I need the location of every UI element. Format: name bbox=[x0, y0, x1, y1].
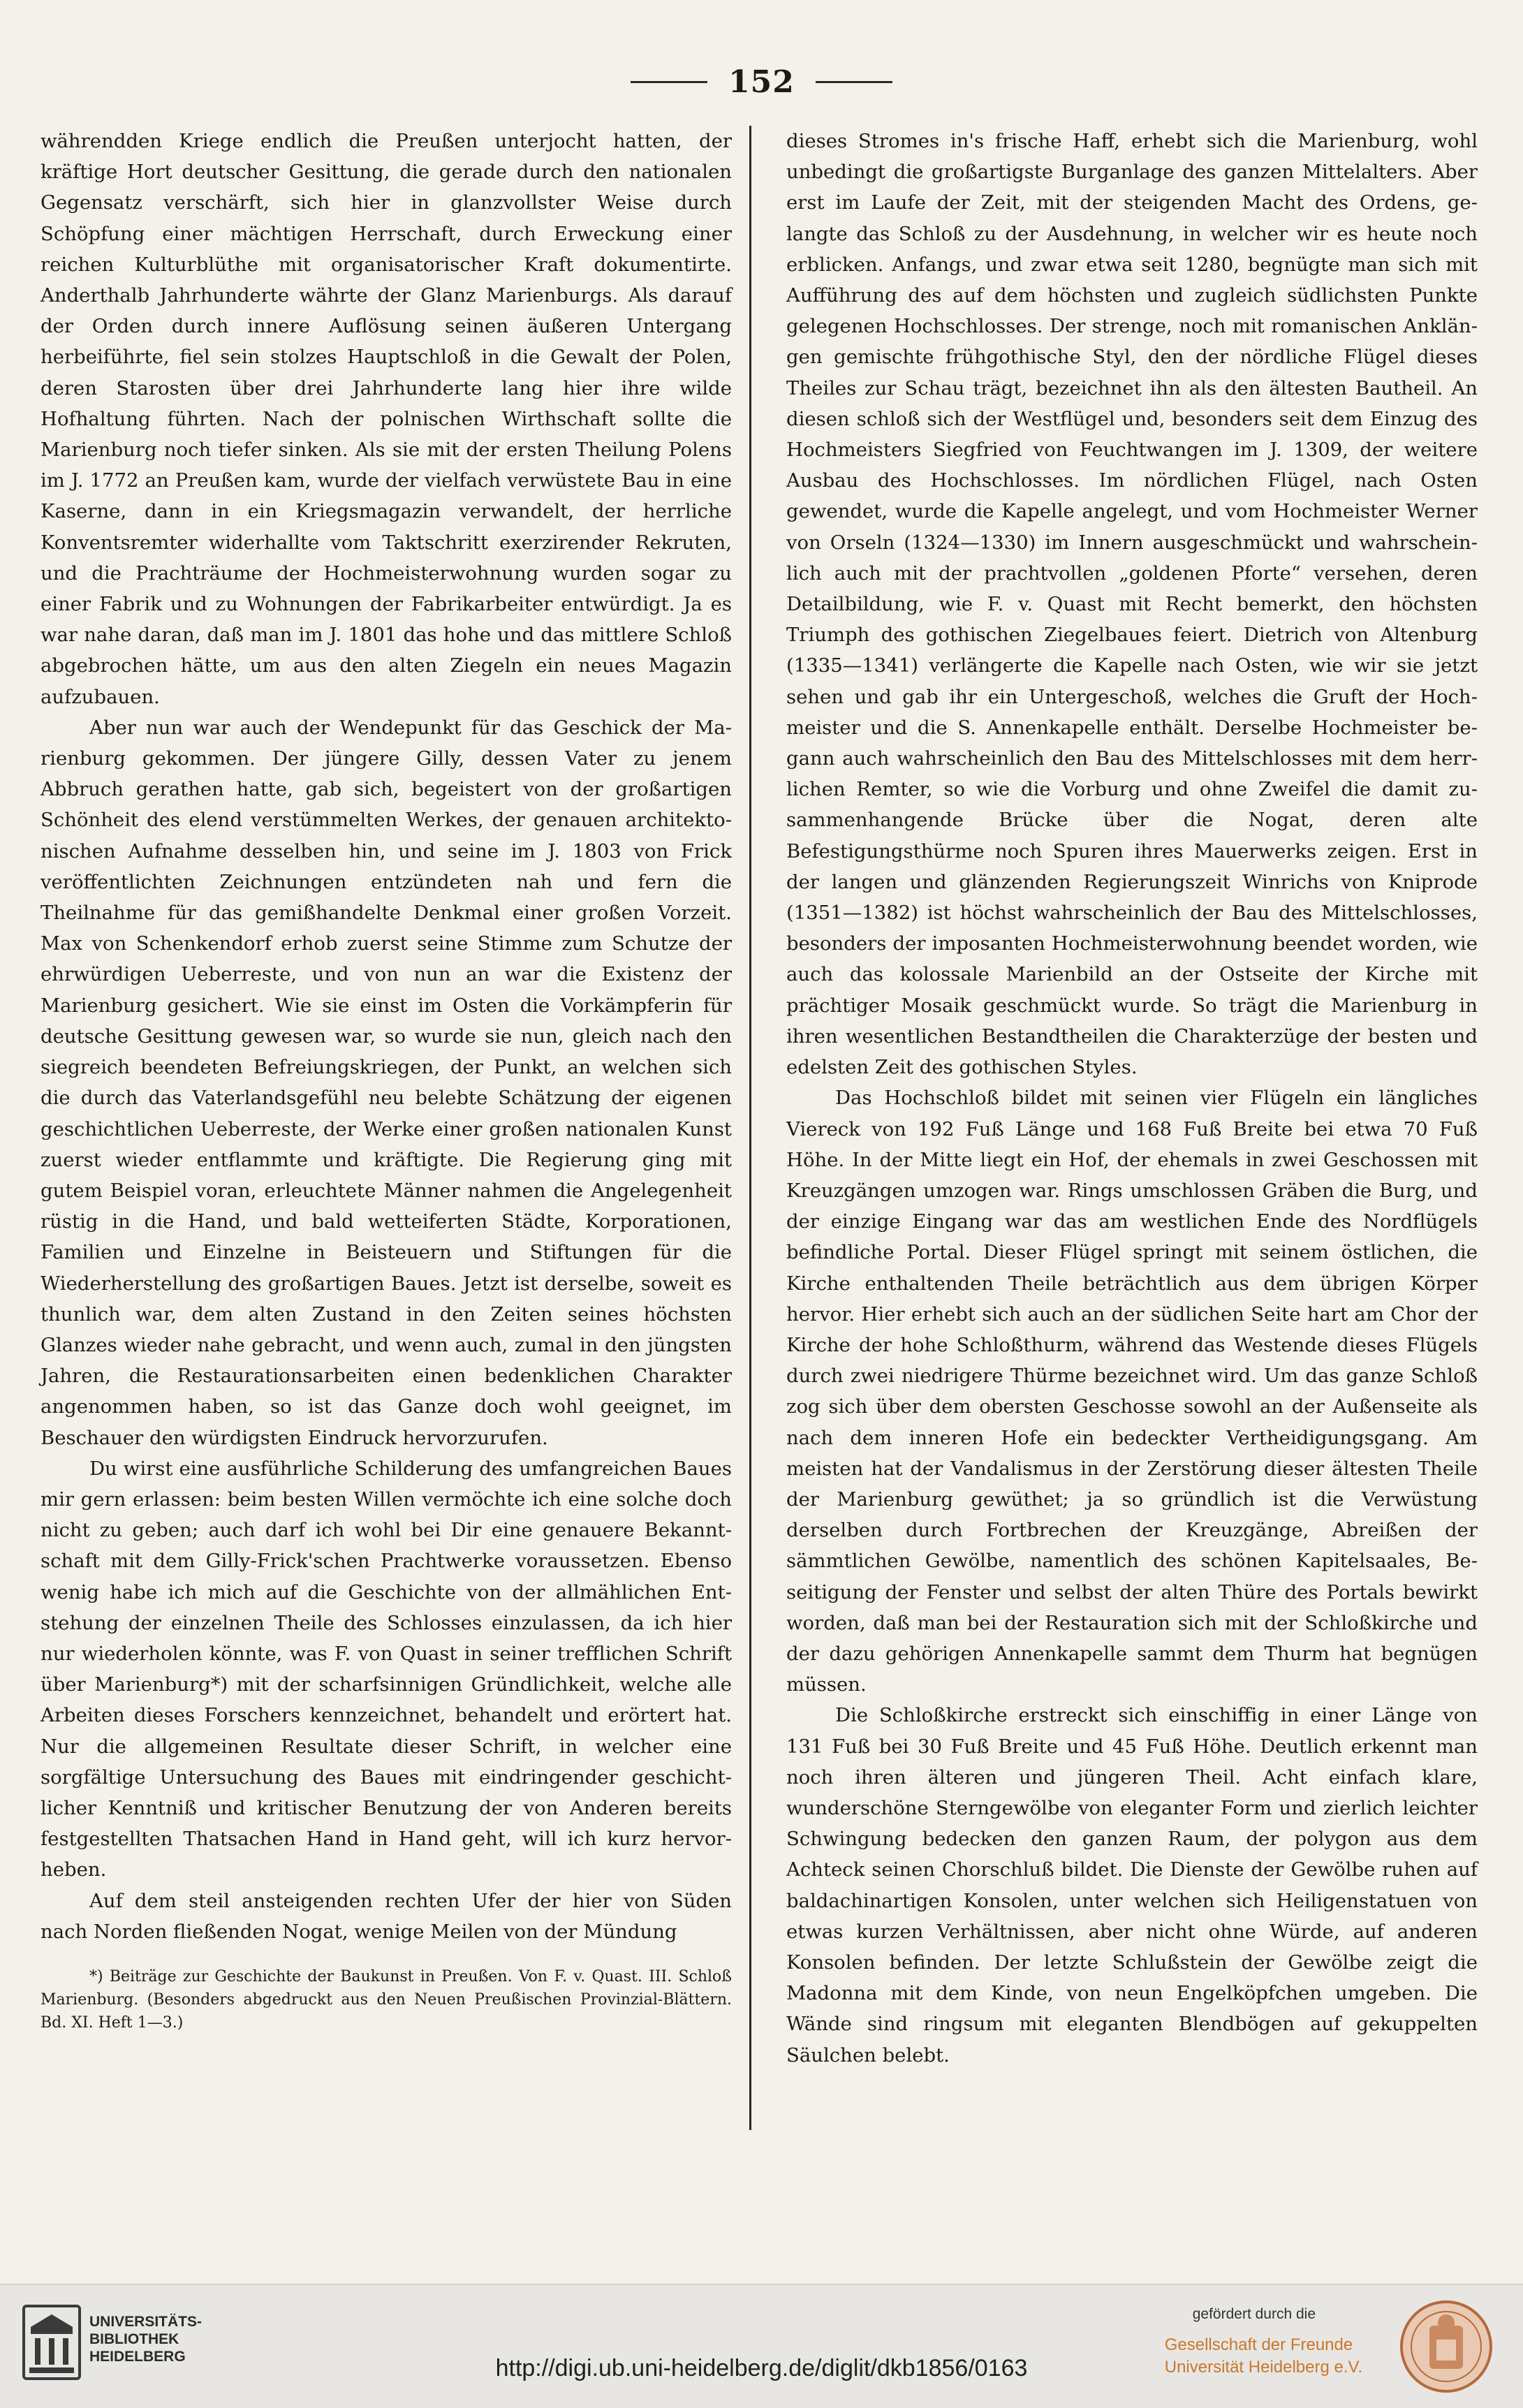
footer-bar bbox=[0, 2284, 1523, 2408]
funded-by-label: gefördert durch die bbox=[1192, 2306, 1316, 2322]
society-name bbox=[1165, 2334, 1362, 2379]
library-name-line: BIBLIOTHEK bbox=[89, 2331, 179, 2347]
text-columns bbox=[41, 126, 1478, 2130]
library-name-line: HEIDELBERG bbox=[89, 2349, 186, 2365]
paragraph: Aber nun war auch der Wendepunkt für das Geschick der Marienburg gekommen. Der jüngere Gilly, dessen Vater zu jenem Abbruch gerathen hatte, gab sich, begeistert von der großartigen Schönheit des elend verstümmelten Werkes, der genauen architektonischen Aufnahme desselben hin, und seine im J. 1803 von Frick veröffentlichten Zeichnungen entzündeten nah und fern die Theilnahme für das gemißhandelte Denkmal einer großen Vorzeit. Max von Schenkendorf erhob zuerst seine Stimme zum Schutze der ehrwürdigen Ueberreste, und von nun an war die Existenz der Marienburg gesichert. Wie sie einst im Osten die Vorkämpferin für deutsche Gesittung gewesen war, so wurde sie nun, gleich nach den siegreich beendeten Befreiungskriegen, der Punkt, an welchen sich die durch das Vaterlandsgefühl neu belebte Schätzung der eigenen geschichtlichen Ueberreste, der Werke einer großen nationalen Kunst zuerst wieder entflammte und kräftigte. Die Regierung ging mit gutem Beispiel voran, erleuchtete Männer nahmen die Angelegenheit rüstig in die Hand, und bald wetteiferten Städte, Korporationen, Familien und Einzelne in Beisteuern und Stiftungen für die Wiederherstellung des großartigen Baues. Jetzt ist derselbe, soweit es thunlich war, dem alten Zustand in den Zeiten seines höchsten Glanzes wieder nahe gebracht, und wenn auch, zumal in den jüngsten Jahren, die Restaurationsarbeiten einen bedenklichen Charakter angenommen haben, so ist das Ganze doch wohl geeignet, im Beschauer den würdigsten Eindruck hervorzurufen. bbox=[41, 716, 732, 1449]
paragraph: Du wirst eine ausführliche Schilderung des umfangreichen Baues mir gern erlassen: beim besten Willen vermöchte ich eine solche doch nicht zu geben; auch darf ich wohl bei Dir eine genauere Bekanntschaft mit dem Gilly-Frick'schen Prachtwerke voraussetzen. Ebenso wenig habe ich mich auf die Geschichte von der allmählichen Entstehung der einzelnen Theile des Schlosses einzulassen, da ich hier nur wiederholen könnte, was F. von Quast in seiner trefflichen Schrift über Marienburg*) mit der scharfsinnigen Gründlichkeit, welche alle Arbeiten dieses Forschers kennzeichnet, behandelt und erörtert hat. Nur die allgemeinen Resultate dieser Schrift, in welcher eine sorgfältige Untersuchung des Baues mit eindringender geschichtlicher Kenntniß und kritischer Benutzung der von Anderen bereits festgestellten Thatsachen Hand in Hand geht, will ich kurz hervorheben. bbox=[41, 1457, 732, 1881]
paragraph: dieses Stromes in's frische Haff, erhebt sich die Marienburg, wohl unbedingt die großartigste Burganlage des ganzen Mittelalters. Aber erst im Laufe der Zeit, mit der steigenden Macht des Ordens, gelangte das Schloß zu der Ausdehnung, in welcher wir es heute noch erblicken. Anfangs, und zwar etwa seit 1280, begnügte man sich mit Aufführung des auf dem höchsten und zugleich südlichsten Punkte gelegenen Hochschlosses. Der strenge, noch mit romanischen Anklängen gemischte frühgothische Styl, den der nördliche Flügel dieses Theiles zur Schau trägt, bezeichnet ihn als den ältesten Bautheil. An diesen schloß sich der Westflügel und, besonders seit dem Einzug des Hochmeisters Siegfried von Feuchtwangen im J. 1309, der weitere Ausbau des Hochschlosses. Im nördlichen Flügel, nach Osten gewendet, wurde die Kapelle angelegt, und vom Hochmeister Werner von Orseln (1324—1330) im Innern ausgeschmückt und wahrscheinlich auch mit der prachtvollen „goldenen Pforte“ versehen, deren Detailbildung, wie F. v. Quast mit Recht bemerkt, den höchsten Triumph des gothischen Ziegelbaues feiert. Dietrich von Altenburg (1335—1341) verlängerte die Kapelle nach Osten, wie wir sie jetzt sehen und gab ihr ein Untergeschoß, welches die Gruft der Hochmeister und die S. Annenkapelle enthält. Derselbe Hochmeister begann auch wahrscheinlich den Bau des Mittelschlosses mit dem herrlichen Remter, so wie die Vorburg und ohne Zweifel die damit zusammenhangende Brücke über die Nogat, deren alte Befestigungsthürme noch Spuren ihres Mauerwerks zeigen. Erst in der langen und glänzenden Regierungszeit Winrichs von Kniprode (1351—1382) ist höchst wahrscheinlich der Bau des Mittelschlosses, besonders der imposanten Hochmeisterwohnung beendet worden, wie auch das kolossale Marienbild an der Ostseite der Kirche mit prächtiger Mosaik geschmückt wurde. So trägt die Marienburg in ihren wesentlichen Bestandtheilen die Charakterzüge der besten und edelsten Zeit des gothischen Styles. bbox=[786, 130, 1478, 1079]
page-header bbox=[0, 64, 1523, 100]
source-url-link[interactable]: http://digi.ub.uni-heidelberg.de/diglit/dkb1856/0163 bbox=[495, 2355, 1028, 2381]
university-seal-icon bbox=[1397, 2298, 1495, 2395]
paragraph: Die Schloßkirche erstreckt sich einschiffig in einer Länge von 131 Fuß bei 30 Fuß Breite und 45 Fuß Höhe. Deutlich erkennt man noch ihren älteren und jüngeren Theil. Acht einfach klare, wunderschöne Sterngewölbe von eleganter Form und zierlich leichter Schwingung bedecken den ganzen Raum, der polygon aus dem Achteck seinen Chorschluß bildet. Die Dienste der Gewölbe ruhen auf baldachinartigen Konsolen, unter welchen sich Heiligenstatuen von etwas kurzen Verhältnissen, aber nicht ohne Würde, auf anderen Konsolen befinden. Der letzte Schlußstein der Gewölbe zeigt die Madonna mit dem Kinde, von neun Engelköpfchen umgeben. Die Wände sind ringsum mit eleganten Blendbögen auf gekuppelten Säulchen belebt. bbox=[786, 1704, 1478, 2066]
library-name-line: UNIVERSITÄTS- bbox=[89, 2314, 203, 2330]
page-number: 152 bbox=[728, 64, 795, 100]
society-name-line: Gesellschaft der Freunde bbox=[1164, 2335, 1353, 2354]
right-column bbox=[786, 126, 1478, 2130]
sponsor-block bbox=[1165, 2306, 1362, 2379]
society-name-line: Universität Heidelberg e.V. bbox=[1164, 2358, 1362, 2377]
left-column bbox=[41, 126, 732, 2130]
header-rule-right bbox=[816, 81, 892, 83]
paragraph: Das Hochschloß bildet mit seinen vier Flügeln ein längliches Viereck von 192 Fuß Länge und 168 Fuß Breite bei etwa 70 Fuß Höhe. In der Mitte liegt ein Hof, der ehemals in zwei Geschossen mit Kreuzgängen umzogen war. Rings umschlossen Gräben die Burg, und der einzige Eingang war das am westlichen Ende des Nordflügels befindliche Portal. Dieser Flügel springt mit seinem östlichen, die Kirche enthaltenden Theile beträchtlich aus dem übrigen Körper hervor. Hier erhebt sich auch an der südlichen Seite hart am Chor der Kirche der hohe Schloßthurm, während das Westende dieses Flügels durch zwei niedrigere Thürme bezeichnet wird. Um das ganze Schloß zog sich über dem obersten Geschosse sowohl an der Außenseite als nach dem inneren Hofe ein bedeckter Vertheidigungsgang. Am meisten hat der Vandalismus in der Zerstörung dieser ältesten Theile der Marienburg gewüthet; ja so gründlich ist die Verwüstung derselben durch Fortbrechen der Kreuzgänge, Abreißen der sämmtlichen Gewölbe, namentlich des schönen Kapitelsaales, Beseitigung der Fenster und selbst der alten Thüre des Portals bewirkt worden, daß man bei der Restauration sich mit der Schloßkirche und der dazu gehörigen Annenkapelle sammt dem Thurm hat begnügen müssen. bbox=[786, 1087, 1478, 1696]
footnote: *) Beiträge zur Geschichte der Baukunst in Preußen. Von F. v. Quast. III. Schloß Marienburg. (Besonders abgedruckt aus den Neuen Preußischen Provinzial-Blättern. Bd. XI. Heft 1—3.) bbox=[41, 1967, 732, 2032]
paragraph: währendden Kriege endlich die Preußen unterjocht hatten, der kräftige Hort deutscher Gesittung, die gerade durch den nationalen Gegensatz verschärft, sich hier in glanzvollster Weise durch Schöpfung einer mächtigen Herrschaft, durch Erweckung einer reichen Kulturblüthe mit organisatorischer Kraft dokumentirte. Anderthalb Jahrhunderte währte der Glanz Marienburgs. Als darauf der Orden durch innere Auflösung seinen äußeren Untergang herbeiführte, fiel sein stolzes Hauptschloß in die Gewalt der Polen, deren Starosten über drei Jahrhunderte lang hier ihre wilde Hofhaltung führten. Nach der polnischen Wirthschaft sollte die Marienburg noch tiefer sinken. Als sie mit der ersten Theilung Polens im J. 1772 an Preußen kam, wurde der vielfach verwüstete Bau in eine Kaserne, dann in ein Kriegsmagazin verwandelt, der herrliche Konventsremter widerhallte vom Taktschritt exerzirender Rekruten, und die Prachträume der Hochmeisterwohnung wurden sogar zu einer Fabrik und zu Wohnungen der Fabrikarbeiter entwürdigt. Ja es war nahe daran, daß man im J. 1801 das hohe und das mittlere Schloß abgebrochen hätte, um aus den alten Ziegeln ein neues Magazin aufzubauen. bbox=[41, 130, 732, 708]
header-rule-left bbox=[631, 81, 707, 83]
paragraph: Auf dem steil ansteigenden rechten Ufer der hier von Süden nach Norden fließenden Nogat, wenige Meilen von der Mündung bbox=[41, 1889, 732, 1943]
